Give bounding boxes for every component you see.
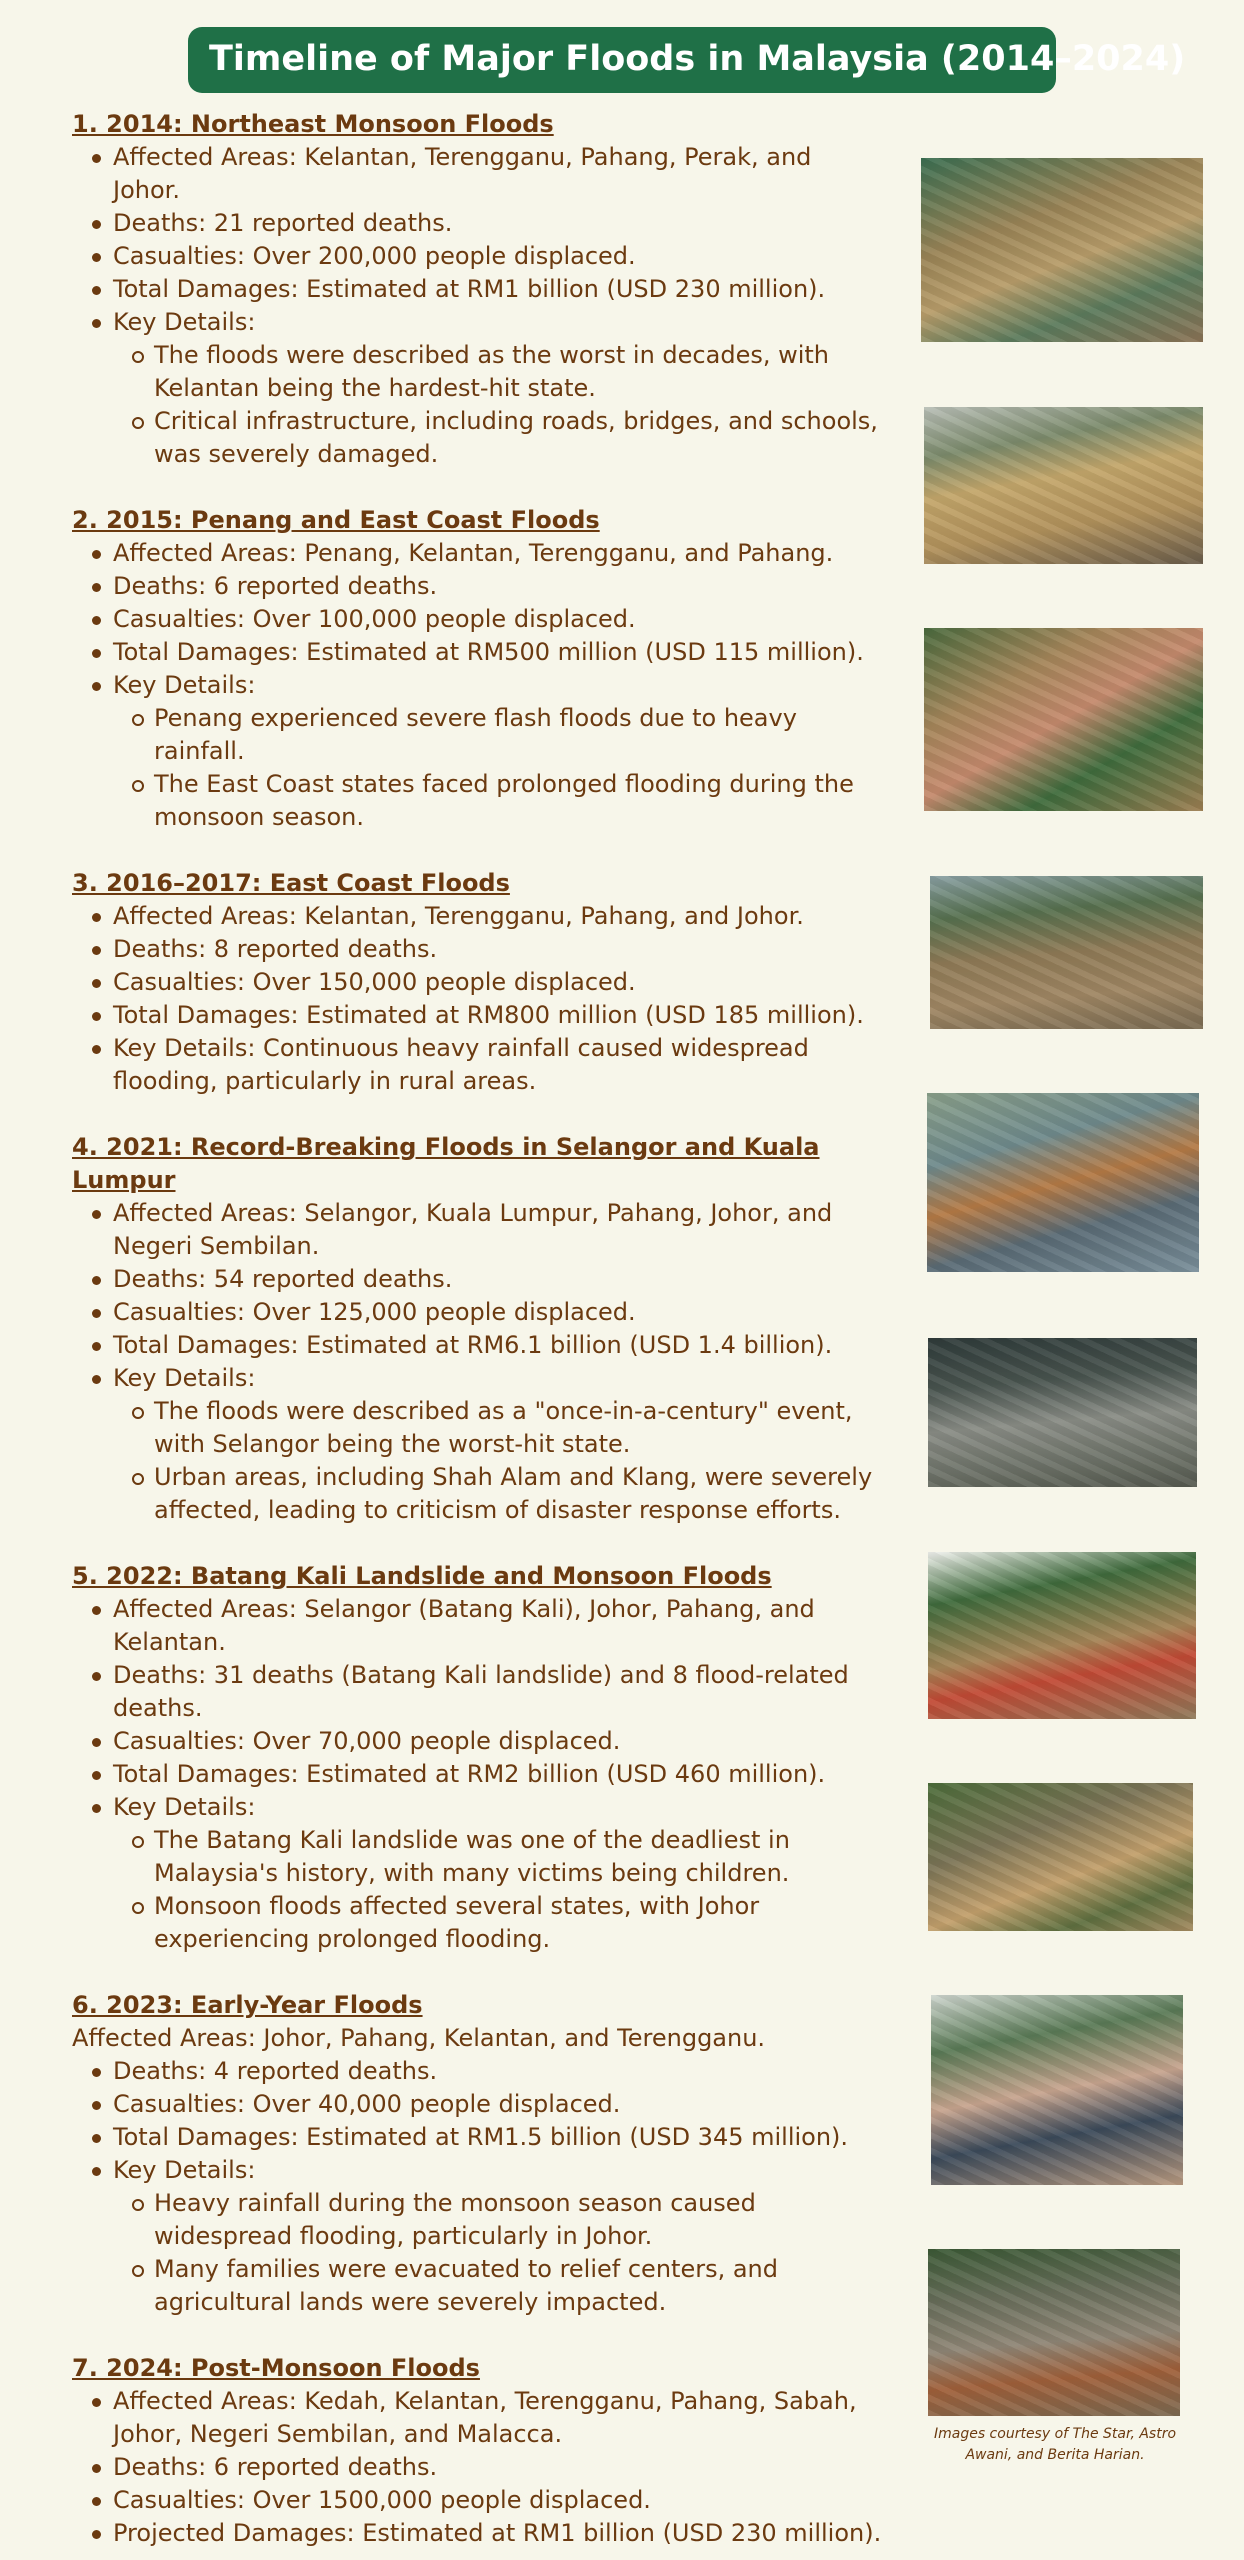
list-item: Casualties: Over 1500,000 people displaced. xyxy=(113,2484,882,2517)
list-item: Casualties: Over 70,000 people displaced. xyxy=(113,1725,882,1758)
list-item: Deaths: 31 deaths (Batang Kali landslide) and 8 flood-related deaths. xyxy=(113,1659,882,1725)
list-item: Total Damages: Estimated at RM800 million (USD 185 million). xyxy=(113,999,882,1032)
list-item xyxy=(113,1362,882,1527)
list-item: Key Details: Continuous heavy rainfall caused widespread flooding, particularly in rural areas. xyxy=(113,1032,882,1098)
list-item: Casualties: Over 125,000 people displaced. xyxy=(113,1296,882,1329)
image-credits-caption: Images courtesy of The Star, Astro Awani, and Berita Harian. xyxy=(933,2426,1177,2463)
list-item: Affected Areas: Kedah, Kelantan, Terengganu, Pahang, Sabah, Johor, Negeri Sembilan, and Malacca. xyxy=(113,2385,882,2451)
list-item: Total Damages: Estimated at RM2 billion (USD 460 million). xyxy=(113,1758,882,1791)
section-2016-2017 xyxy=(72,867,882,1098)
section-2024 xyxy=(72,2352,882,2550)
sub-list-item: The floods were described as a "once-in-a-century" event, with Selangor being the worst-hit state. xyxy=(154,1395,882,1461)
section-heading: 4. 2021: Record-Breaking Floods in Selangor and Kuala Lumpur xyxy=(72,1133,820,1194)
list-item: Deaths: 6 reported deaths. xyxy=(113,570,882,603)
key-details-label: Key Details: xyxy=(113,308,256,336)
sub-list-item: Many families were evacuated to relief centers, and agricultural lands were severely impacted. xyxy=(154,2253,882,2319)
list-item: Total Damages: Estimated at RM500 million (USD 115 million). xyxy=(113,636,882,669)
list-item: Casualties: Over 100,000 people displaced. xyxy=(113,603,882,636)
list-item: Affected Areas: Selangor, Kuala Lumpur, Pahang, Johor, and Negeri Sembilan. xyxy=(113,1197,882,1263)
section-heading: 6. 2023: Early-Year Floods xyxy=(72,1991,423,2019)
section-2022 xyxy=(72,1560,882,1956)
section-heading: 3. 2016–2017: East Coast Floods xyxy=(72,869,510,897)
sub-list-item: The floods were described as the worst in decades, with Kelantan being the hardest-hit state. xyxy=(154,339,882,405)
list-item: Deaths: 21 reported deaths. xyxy=(113,207,882,240)
list-item: Casualties: Over 150,000 people displaced. xyxy=(113,966,882,999)
flood-photo-landslide-aerial xyxy=(928,1783,1193,1931)
list-item: Total Damages: Estimated at RM1.5 billion (USD 345 million). xyxy=(113,2121,882,2154)
list-item: Deaths: 8 reported deaths. xyxy=(113,933,882,966)
key-details-label: Key Details: xyxy=(113,2156,256,2184)
list-item xyxy=(113,306,882,471)
sub-list-item: Heavy rainfall during the monsoon season caused widespread flooding, particularly in Johor. xyxy=(154,2187,882,2253)
section-2015 xyxy=(72,504,882,834)
section-heading: 1. 2014: Northeast Monsoon Floods xyxy=(72,110,554,138)
list-item: Affected Areas: Penang, Kelantan, Terengganu, and Pahang. xyxy=(113,537,882,570)
section-heading: 7. 2024: Post-Monsoon Floods xyxy=(72,2354,480,2382)
section-heading: 5. 2022: Batang Kali Landslide and Monsoon Floods xyxy=(72,1562,772,1590)
section-2014 xyxy=(72,108,882,471)
list-item: Total Damages: Estimated at RM1 billion (USD 230 million). xyxy=(113,273,882,306)
flood-photo-rescue-boat xyxy=(928,1552,1196,1719)
flood-photo-aerial-town xyxy=(921,158,1203,342)
list-item: Projected Damages: Estimated at RM1 billion (USD 230 million). xyxy=(113,2517,882,2550)
list-item: Affected Areas: Kelantan, Terengganu, Pahang, Perak, and Johor. xyxy=(113,141,882,207)
sub-list-item: Monsoon floods affected several states, with Johor experiencing prolonged flooding. xyxy=(154,1890,882,1956)
sub-list-item: The Batang Kali landslide was one of the deadliest in Malaysia's history, with many victims being children. xyxy=(154,1824,882,1890)
key-details-label: Key Details: xyxy=(113,1793,256,1821)
section-heading: 2. 2015: Penang and East Coast Floods xyxy=(72,506,600,534)
list-item: Deaths: 4 reported deaths. xyxy=(113,2055,882,2088)
flood-photo-people-wading xyxy=(930,876,1203,1029)
flood-photo-carrying-supplies xyxy=(927,1093,1199,1272)
page-title: Timeline of Major Floods in Malaysia (2014–2024) xyxy=(188,27,1056,93)
key-details-label: Key Details: xyxy=(113,671,256,699)
key-details-label: Key Details: xyxy=(113,1364,256,1392)
sub-list-item: Penang experienced severe flash floods due to heavy rainfall. xyxy=(154,702,882,768)
flood-photo-evacuation-tub xyxy=(931,1995,1183,2185)
section-2023 xyxy=(72,1989,882,2319)
list-item: Casualties: Over 200,000 people displaced. xyxy=(113,240,882,273)
section-2021 xyxy=(72,1131,882,1527)
list-item xyxy=(113,2154,882,2319)
list-item: Total Damages: Estimated at RM6.1 billion (USD 1.4 billion). xyxy=(113,1329,882,1362)
sub-list-item: The East Coast states faced prolonged flooding during the monsoon season. xyxy=(154,768,882,834)
timeline-content xyxy=(72,108,882,2560)
list-item: Deaths: 6 reported deaths. xyxy=(113,2451,882,2484)
list-item: Casualties: Over 40,000 people displaced. xyxy=(113,2088,882,2121)
list-item: Affected Areas: Selangor (Batang Kali), Johor, Pahang, and Kelantan. xyxy=(113,1593,882,1659)
flood-photo-flooded-street-cars xyxy=(924,407,1203,564)
list-item: Deaths: 54 reported deaths. xyxy=(113,1263,882,1296)
list-item xyxy=(113,1791,882,1956)
sub-list-item: Urban areas, including Shah Alam and Klang, were severely affected, leading to criticism of disaster response efforts. xyxy=(154,1461,882,1527)
list-item xyxy=(113,669,882,834)
sub-list-item: Critical infrastructure, including roads, bridges, and schools, was severely damaged. xyxy=(154,405,882,471)
affected-areas-line: Affected Areas: Johor, Pahang, Kelantan, and Terengganu. xyxy=(72,2024,766,2052)
flood-photo-rescue-floating xyxy=(928,1338,1197,1487)
flood-photo-flooded-house xyxy=(928,2249,1180,2416)
list-item: Affected Areas: Kelantan, Terengganu, Pahang, and Johor. xyxy=(113,900,882,933)
flood-photo-aerial-rooftops xyxy=(924,628,1203,811)
